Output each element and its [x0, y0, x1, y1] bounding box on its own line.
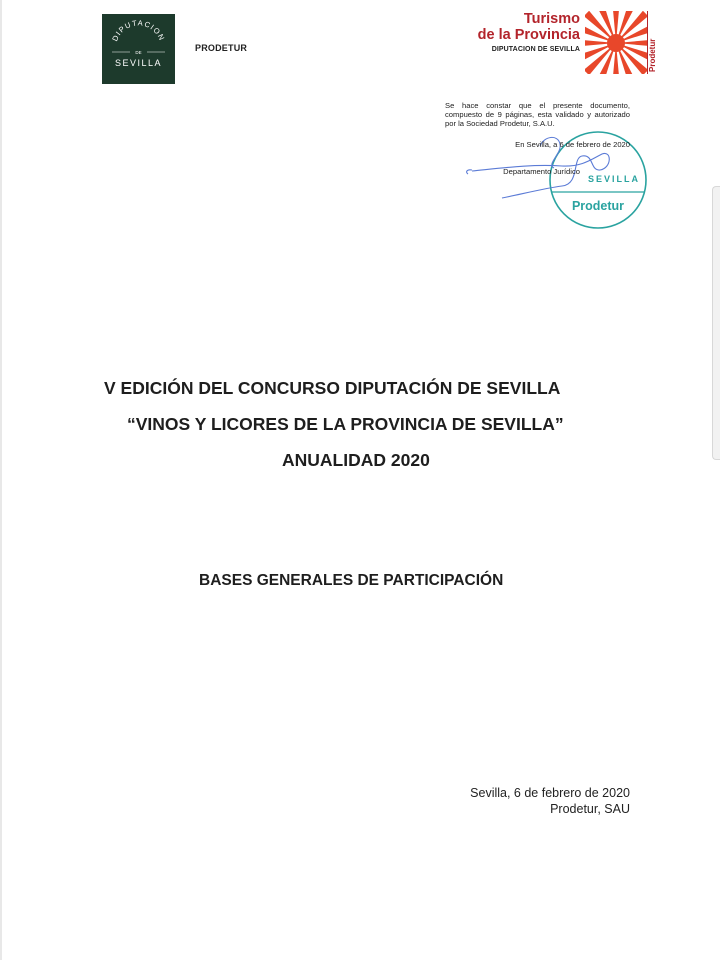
diputacion-logo	[102, 14, 175, 84]
dip-logo-middle-text: DE	[135, 50, 142, 55]
title-line2: “VINOS Y LICORES DE LA PROVINCIA DE SEVILLA”	[127, 414, 564, 434]
stamp-center-text: Prodetur	[571, 199, 625, 213]
title-line3: ANUALIDAD 2020	[282, 450, 430, 470]
footer-line1: Sevilla, 6 de febrero de 2020	[470, 786, 630, 800]
footer-line2: Prodetur, SAU	[550, 802, 630, 816]
svg-text:DIPUTACION	[110, 18, 166, 42]
turismo-logo-text	[468, 11, 580, 53]
validation-note: Se hace constar que el presente documento, compuesto de 9 páginas, esta validado y autorizado por la Sociedad Prodetur, S.A.U.	[445, 101, 630, 128]
footer	[430, 785, 630, 817]
stamp-ring-text: SEVILLA	[587, 174, 641, 184]
turismo-line1: Turismo	[523, 11, 580, 27]
dip-logo-bottom-text: SEVILLA	[114, 58, 163, 68]
title-line1: V EDICIÓN DEL CONCURSO DIPUTACIÓN DE SEVILLA	[104, 378, 561, 398]
validation-department: Departamento Jurídico	[503, 167, 580, 176]
turismo-line2: de la Provincia	[477, 27, 580, 43]
turismo-line3: DIPUTACION DE SEVILLA	[491, 46, 580, 53]
sunburst-logo-icon	[585, 11, 647, 74]
validation-date: En Sevilla, a 6 de febrero de 2020	[515, 140, 630, 149]
prodetur-label: PRODETUR	[195, 43, 248, 53]
subtitle: BASES GENERALES DE PARTICIPACIÓN	[199, 572, 504, 589]
dip-logo-top-text: DIPUTACION	[110, 18, 167, 43]
page-edge	[0, 0, 2, 960]
prodetur-vertical-text: Prodetur	[648, 38, 657, 72]
scroll-handle[interactable]	[712, 186, 720, 460]
